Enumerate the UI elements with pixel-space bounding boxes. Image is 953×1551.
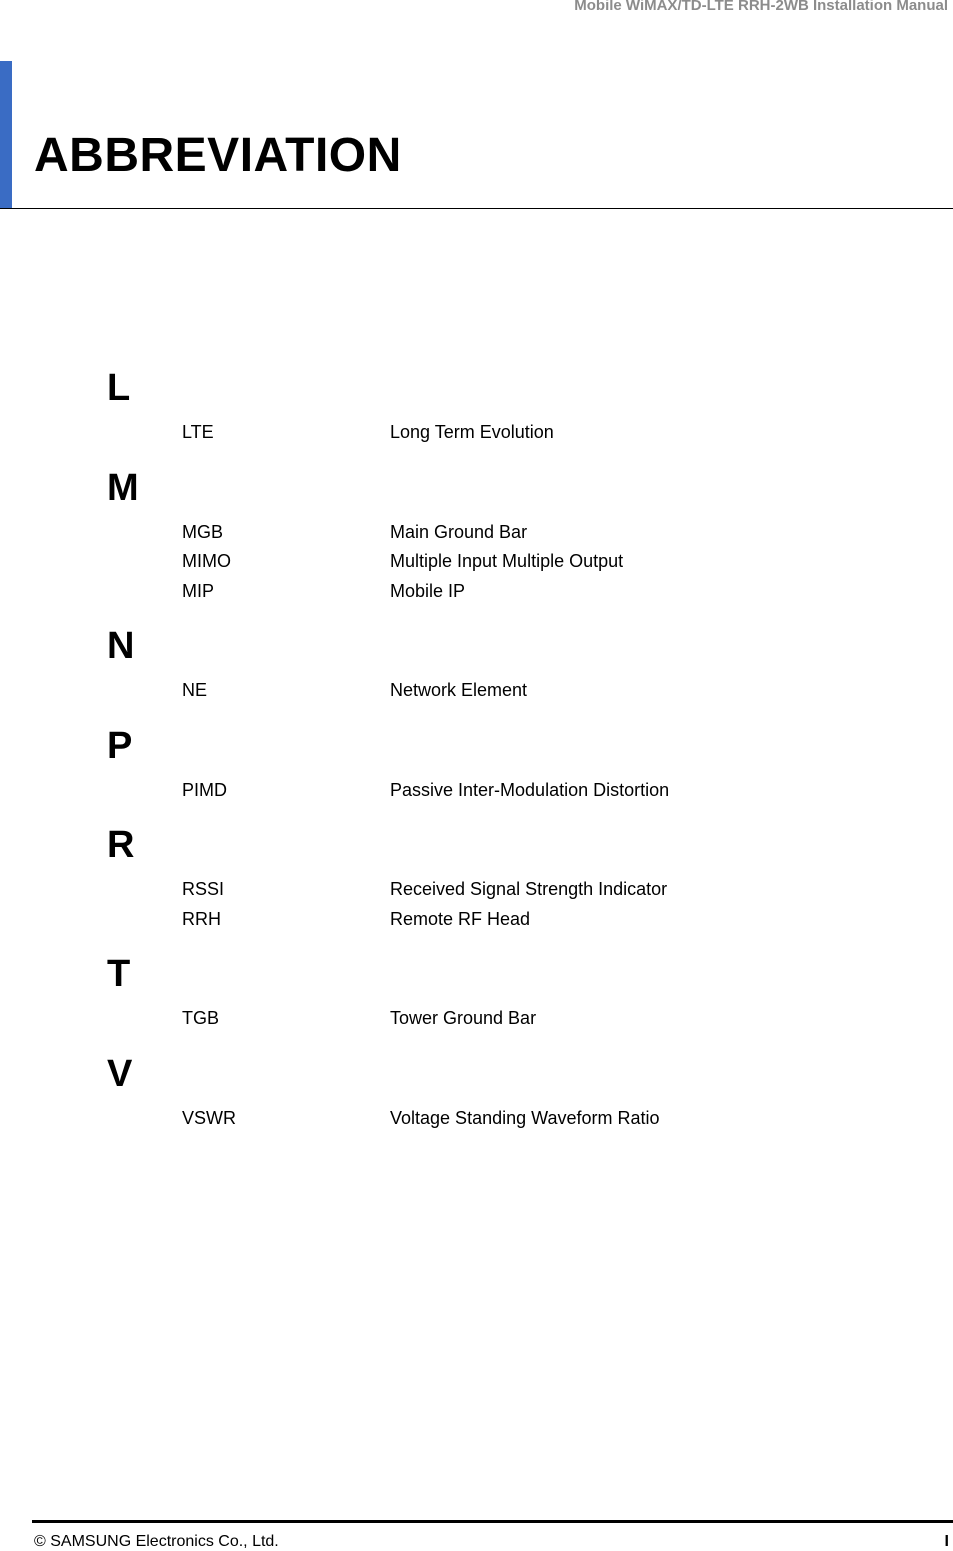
title-divider [0,208,953,209]
list-item [0,518,953,548]
definition: Multiple Input Multiple Output [390,551,624,571]
abbreviation: MIP [182,580,215,601]
abbreviation: PIMD [182,779,227,800]
definition: Main Ground Bar [390,521,528,542]
page-number: I [944,1533,949,1550]
footer-divider [32,1520,953,1523]
section-n [0,620,953,706]
section-letter: N [107,625,135,667]
section-letter: R [107,824,135,866]
section-l [0,362,953,448]
list-item [0,676,953,706]
section-v [0,1048,953,1134]
section-letter: T [107,953,131,995]
footer-copyright: © SAMSUNG Electronics Co., Ltd. [34,1533,279,1550]
page-title: ABBREVIATION [34,129,402,182]
definition: Network Element [390,680,528,700]
definition: Received Signal Strength Indicator [390,879,668,899]
section-letter: V [107,1052,133,1095]
definition: Mobile IP [390,580,466,601]
section-p [0,720,953,806]
running-header: Mobile WiMAX/TD-LTE RRH-2WB Installation Manual [574,0,948,14]
section-letter: M [107,466,139,509]
abbreviation: VSWR [182,1107,236,1128]
list-item [0,875,953,905]
abbreviation: MGB [182,521,224,542]
definition: Passive Inter-Modulation Distortion [390,779,670,800]
definition: Long Term Evolution [390,422,554,442]
list-item [0,905,953,935]
section-letter: P [107,724,133,767]
section-m [0,462,953,607]
definition: Tower Ground Bar [390,1008,537,1028]
abbreviation: RRH [182,908,221,929]
abbreviation: MIMO [182,551,231,571]
abbreviation: LTE [182,422,214,442]
list-item [0,1104,953,1134]
list-item [0,1004,953,1034]
list-item [0,577,953,607]
abbreviation: TGB [182,1008,220,1028]
abbreviation: RSSI [182,879,225,899]
definition: Voltage Standing Waveform Ratio [390,1107,660,1128]
section-t [0,948,953,1034]
section-letter: L [107,367,131,409]
definition: Remote RF Head [390,908,531,929]
section-r [0,819,953,934]
title-accent-bar [0,61,12,209]
abbreviation-list [0,362,953,1147]
list-item [0,547,953,577]
list-item [0,418,953,448]
abbreviation: NE [182,680,208,700]
list-item [0,776,953,806]
